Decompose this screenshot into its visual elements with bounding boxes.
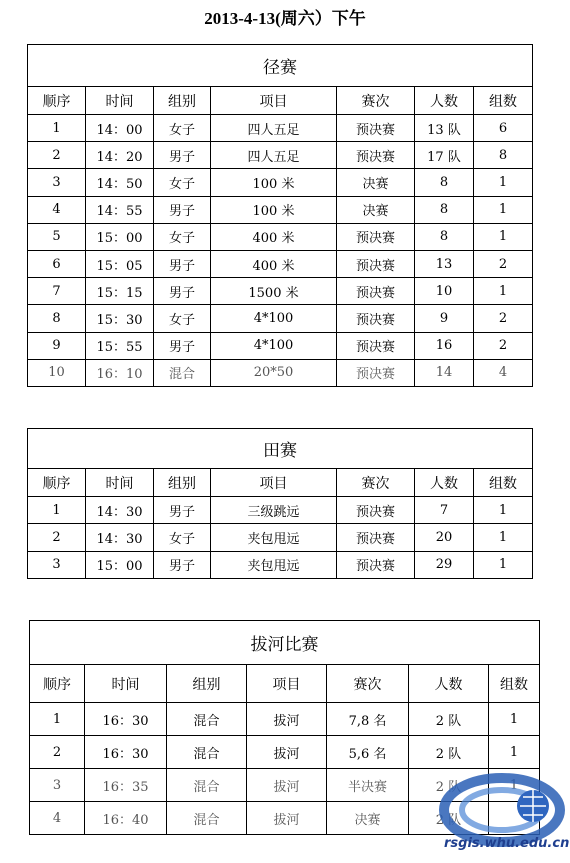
header-cell: 组别 <box>154 87 211 115</box>
table-cell: 400 米 <box>211 223 337 250</box>
table-cell: 7 <box>28 278 86 305</box>
page-title: 2013-4-13(周六）下午 <box>204 9 366 28</box>
table-cell: 1 <box>489 736 540 769</box>
table-cell: 女子 <box>154 524 211 551</box>
table-cell: 5 <box>28 223 86 250</box>
table-cell: 预决赛 <box>337 524 415 551</box>
table-cell: 20 <box>415 524 474 551</box>
table-cell: 1 <box>30 703 85 736</box>
table-cell: 4*100 <box>211 332 337 359</box>
table-row <box>28 332 533 359</box>
field-table-title: 田赛 <box>28 429 533 469</box>
header-cell: 项目 <box>211 87 337 115</box>
table-cell: 预决赛 <box>337 497 415 524</box>
table-cell: 20*50 <box>211 359 337 386</box>
table-cell: 100 米 <box>211 169 337 196</box>
table-row <box>28 497 533 524</box>
header-cell: 时间 <box>86 469 154 497</box>
table-cell: 4 <box>474 359 533 386</box>
table-cell: 16：10 <box>86 359 154 386</box>
table-cell: 8 <box>415 223 474 250</box>
table-cell: 混合 <box>167 769 247 802</box>
table-row <box>30 736 540 769</box>
table-row <box>28 142 533 169</box>
table-cell: 15：30 <box>86 305 154 332</box>
track-events-table <box>27 44 533 387</box>
table-cell: 混合 <box>167 736 247 769</box>
table-cell: 3 <box>30 769 85 802</box>
table-row <box>28 250 533 277</box>
table-cell: 女子 <box>154 169 211 196</box>
header-cell: 顺序 <box>28 469 86 497</box>
table-cell: 2 队 <box>409 802 489 835</box>
table-cell: 女子 <box>154 115 211 142</box>
table-cell: 女子 <box>154 305 211 332</box>
table-cell: 2 <box>28 524 86 551</box>
table-cell: 拔河 <box>247 769 327 802</box>
field-header-row <box>28 469 533 497</box>
header-cell: 项目 <box>247 665 327 703</box>
table-cell: 预决赛 <box>337 278 415 305</box>
table-cell: 16：30 <box>85 736 167 769</box>
table-cell: 6 <box>474 115 533 142</box>
table-cell: 1 <box>28 497 86 524</box>
table-cell: 四人五足 <box>211 142 337 169</box>
table-cell: 14：50 <box>86 169 154 196</box>
table-cell: 预决赛 <box>337 223 415 250</box>
table-cell: 3 <box>28 551 86 578</box>
table-cell: 1 <box>474 524 533 551</box>
table-cell: 女子 <box>154 223 211 250</box>
table-cell: 8 <box>474 142 533 169</box>
table-row <box>28 278 533 305</box>
table-cell: 2 <box>30 736 85 769</box>
table-cell: 拔河 <box>247 802 327 835</box>
table-cell: 男子 <box>154 332 211 359</box>
table-cell: 男子 <box>154 551 211 578</box>
table-cell: 6 <box>28 250 86 277</box>
table-cell: 16：40 <box>85 802 167 835</box>
table-row <box>28 223 533 250</box>
table-cell: 夹包甩远 <box>211 524 337 551</box>
table-cell: 混合 <box>167 802 247 835</box>
table-cell: 14：00 <box>86 115 154 142</box>
table-cell: 3 <box>28 169 86 196</box>
table-cell: 15：00 <box>86 223 154 250</box>
table-cell: 1 <box>28 115 86 142</box>
table-cell: 决赛 <box>337 196 415 223</box>
header-cell: 组数 <box>474 87 533 115</box>
table-cell: 2 队 <box>409 703 489 736</box>
table-cell: 14：55 <box>86 196 154 223</box>
table-row <box>28 551 533 578</box>
table-cell: 1 <box>474 196 533 223</box>
header-cell: 赛次 <box>337 469 415 497</box>
table-cell: 15：55 <box>86 332 154 359</box>
table-cell: 10 <box>415 278 474 305</box>
table-cell: 夹包甩远 <box>211 551 337 578</box>
table-cell: 决赛 <box>337 169 415 196</box>
table-row <box>28 169 533 196</box>
table-cell: 半决赛 <box>327 769 409 802</box>
table-row <box>28 196 533 223</box>
table-cell: 预决赛 <box>337 115 415 142</box>
table-cell: 预决赛 <box>337 305 415 332</box>
table-cell: 拔河 <box>247 703 327 736</box>
table-cell: 5,6 名 <box>327 736 409 769</box>
table-cell: 混合 <box>154 359 211 386</box>
table-cell: 16 <box>415 332 474 359</box>
table-cell: 预决赛 <box>337 332 415 359</box>
table-cell: 2 <box>28 142 86 169</box>
table-cell: 2 <box>474 250 533 277</box>
header-cell: 人数 <box>415 469 474 497</box>
table-cell: 15：15 <box>86 278 154 305</box>
table-cell: 2 队 <box>409 769 489 802</box>
table-cell: 4 <box>28 196 86 223</box>
table-cell: 决赛 <box>327 802 409 835</box>
table-cell: 拔河 <box>247 736 327 769</box>
table-cell: 7 <box>415 497 474 524</box>
table-cell: 14：30 <box>86 524 154 551</box>
table-cell: 1 <box>489 703 540 736</box>
table-cell: 三级跳远 <box>211 497 337 524</box>
table-row <box>28 359 533 386</box>
table-cell: 400 米 <box>211 250 337 277</box>
table-cell: 8 <box>415 196 474 223</box>
table-cell: 29 <box>415 551 474 578</box>
table-cell: 预决赛 <box>337 359 415 386</box>
header-cell: 顺序 <box>30 665 85 703</box>
table-cell: 1500 米 <box>211 278 337 305</box>
table-cell: 男子 <box>154 142 211 169</box>
table-cell: 16：35 <box>85 769 167 802</box>
table-cell: 14：30 <box>86 497 154 524</box>
table-cell: 混合 <box>167 703 247 736</box>
table-cell: 2 队 <box>409 736 489 769</box>
header-cell: 顺序 <box>28 87 86 115</box>
table-cell: 1 <box>489 769 540 802</box>
table-cell: 9 <box>28 332 86 359</box>
track-table-title: 径赛 <box>28 45 533 87</box>
table-cell: 8 <box>28 305 86 332</box>
header-cell: 人数 <box>409 665 489 703</box>
header-cell: 组别 <box>154 469 211 497</box>
table-cell: 2 <box>474 332 533 359</box>
table-cell: 100 米 <box>211 196 337 223</box>
table-cell: 四人五足 <box>211 115 337 142</box>
header-cell: 赛次 <box>337 87 415 115</box>
table-cell: 1 <box>474 497 533 524</box>
table-row <box>28 524 533 551</box>
table-cell: 1 <box>474 169 533 196</box>
table-cell: 15：05 <box>86 250 154 277</box>
track-header-row <box>28 87 533 115</box>
table-cell: 预决赛 <box>337 142 415 169</box>
tug-table-title: 拔河比赛 <box>30 621 540 665</box>
header-cell: 组别 <box>167 665 247 703</box>
table-cell: 预决赛 <box>337 551 415 578</box>
table-cell: 10 <box>28 359 86 386</box>
table-cell: 17 队 <box>415 142 474 169</box>
table-cell: 1 <box>474 551 533 578</box>
table-cell: 男子 <box>154 250 211 277</box>
header-cell: 时间 <box>85 665 167 703</box>
header-cell: 时间 <box>86 87 154 115</box>
table-cell: 13 队 <box>415 115 474 142</box>
header-cell: 组数 <box>474 469 533 497</box>
header-cell: 人数 <box>415 87 474 115</box>
table-cell: 7,8 名 <box>327 703 409 736</box>
table-row <box>30 703 540 736</box>
table-cell: 13 <box>415 250 474 277</box>
header-cell: 赛次 <box>327 665 409 703</box>
table-row <box>28 115 533 142</box>
table-cell: 预决赛 <box>337 250 415 277</box>
header-cell: 组数 <box>489 665 540 703</box>
field-events-table <box>27 428 533 579</box>
table-cell: 9 <box>415 305 474 332</box>
watermark-text: rsgis.whu.edu.cn <box>444 836 570 851</box>
table-cell: 8 <box>415 169 474 196</box>
table-cell: 男子 <box>154 278 211 305</box>
table-cell: 男子 <box>154 497 211 524</box>
table-cell: 14：20 <box>86 142 154 169</box>
table-cell: 1 <box>474 223 533 250</box>
table-row <box>28 305 533 332</box>
header-cell: 项目 <box>211 469 337 497</box>
table-cell: 15：00 <box>86 551 154 578</box>
table-cell: 1 <box>474 278 533 305</box>
table-cell: 16：30 <box>85 703 167 736</box>
table-cell: 4*100 <box>211 305 337 332</box>
table-cell: 男子 <box>154 196 211 223</box>
table-cell: 4 <box>30 802 85 835</box>
tug-header-row <box>30 665 540 703</box>
table-cell: 2 <box>474 305 533 332</box>
table-cell: 14 <box>415 359 474 386</box>
